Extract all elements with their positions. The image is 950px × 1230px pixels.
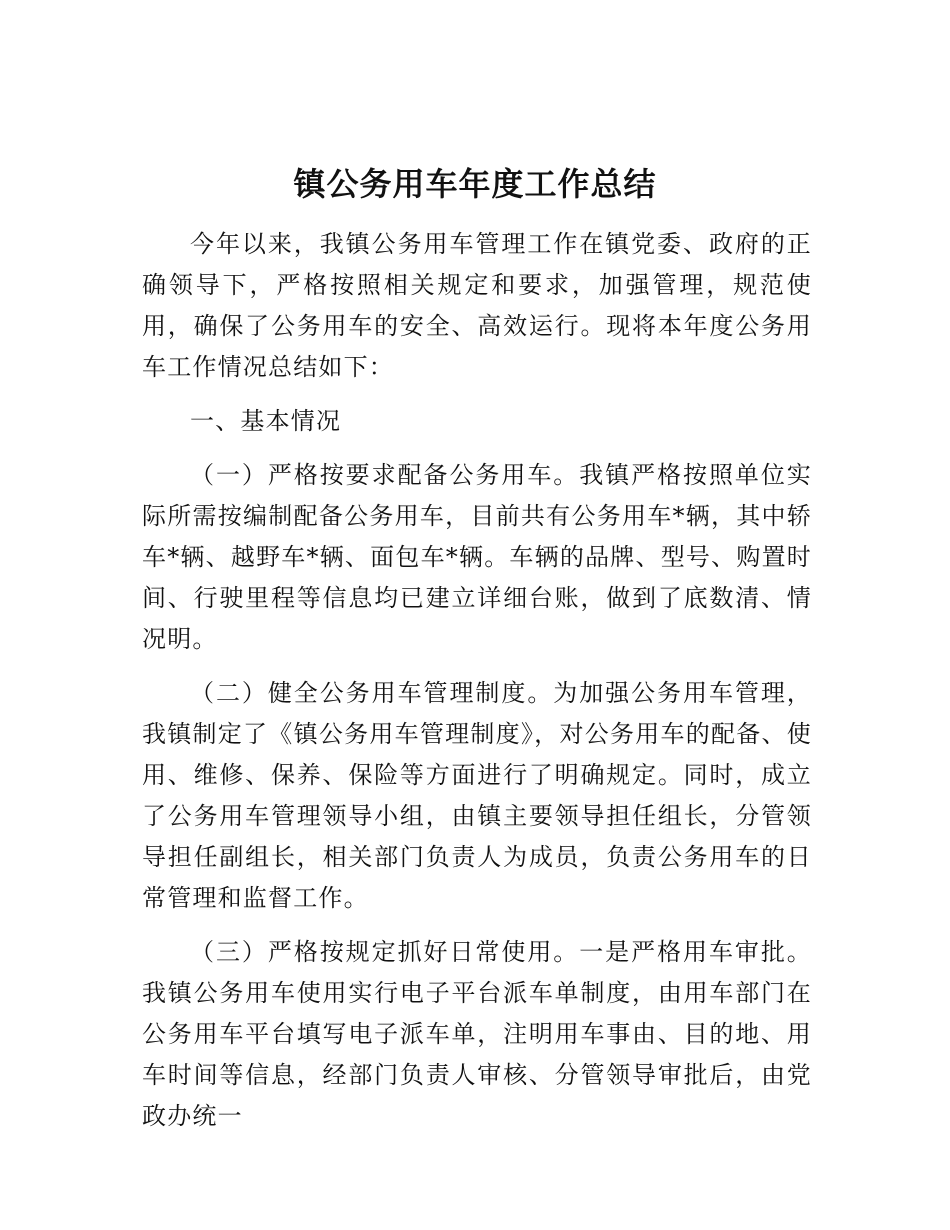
paragraph-daily-use: （三）严格按规定抓好日常使用。一是严格用车审批。我镇公务用车使用实行电子平台派车单制度，由用车部门在公务用车平台填写电子派车单，注明用车事由、目的地、用车时间等信息，经部门负责人审核、分管领导审批后，由党政办统一 <box>142 938 812 1130</box>
paragraph-management-system: （二）健全公务用车管理制度。为加强公务用车管理，我镇制定了《镇公务用车管理制度》，对公务用车的配备、使用、维修、保养、保险等方面进行了明确规定。同时，成立了公务用车管理领导小组，由镇主要领导担任组长，分管领导担任副组长，相关部门负责人为成员，负责公务用车的日常管理和监督工作。 <box>142 679 812 912</box>
document-body <box>142 224 812 1150</box>
paragraph-vehicle-allocation: （一）严格按要求配备公务用车。我镇严格按照单位实际所需按编制配备公务用车，目前共有公务用车*辆，其中轿车*辆、越野车*辆、面包车*辆。车辆的品牌、型号、购置时间、行驶里程等信息均已建立详细台账，做到了底数清、情况明。 <box>142 461 812 653</box>
document-title: 镇公务用车年度工作总结 <box>293 165 657 203</box>
intro-paragraph: 今年以来，我镇公务用车管理工作在镇党委、政府的正确领导下，严格按照相关规定和要求，加强管理，规范使用，确保了公务用车的安全、高效运行。现将本年度公务用车工作情况总结如下： <box>142 230 812 381</box>
section-heading-basic-situation: 一、基本情况 <box>190 407 342 435</box>
